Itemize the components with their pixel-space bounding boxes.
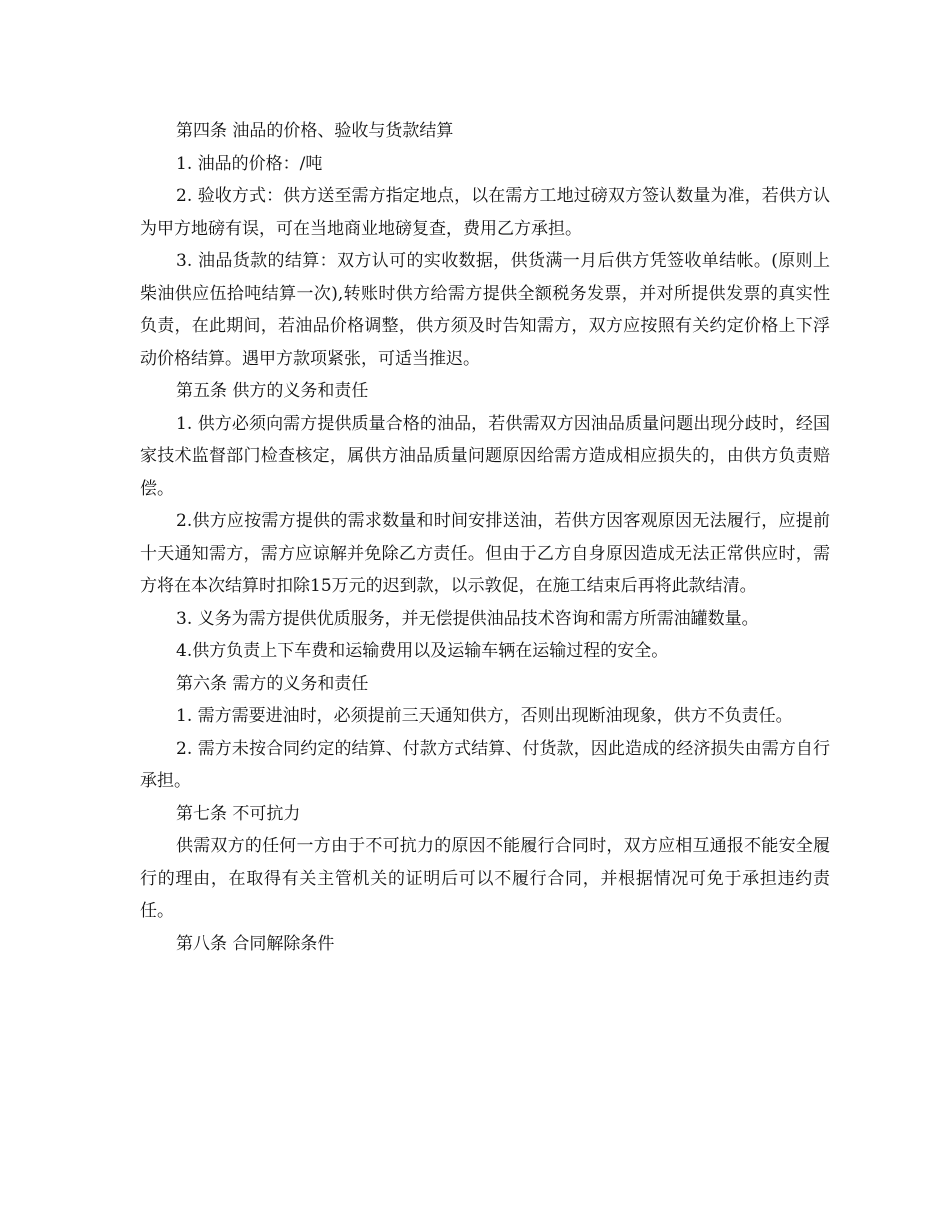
- article-5-clause-2: 2.供方应按需方提供的需求数量和时间安排送油，若供方因客观原因无法履行，应提前十天通知需方，需方应谅解并免除乙方责任。但由于乙方自身原因造成无法正常供应时，需方将在本次结算时扣除15万元的迟到款，以示敦促，在施工结束后再将此款结清。: [140, 511, 830, 596]
- article-4-heading: 第四条 油品的价格、验收与货款结算: [176, 121, 454, 141]
- article-7-heading: 第七条 不可抗力: [176, 803, 301, 824]
- article-6-clause-2: 2. 需方未按合同约定的结算、付款方式结算、付货款，因此造成的经济损失由需方自行承担。: [140, 738, 830, 791]
- article-7-body: 供需双方的任何一方由于不可抗力的原因不能履行合同时，双方应相互通报不能安全履行的理由，在取得有关主管机关的证明后可以不履行合同，并根据情况可免于承担违约责任。: [140, 836, 830, 921]
- document-body: [140, 115, 830, 960]
- article-4-clause-2: 2. 验收方式：供方送至需方指定地点，以在需方工地过磅双方签认数量为准，若供方认为甲方地磅有误，可在当地商业地磅复查，费用乙方承担。: [140, 186, 830, 239]
- article-5-clause-3: 3. 义务为需方提供优质服务，并无偿提供油品技术咨询和需方所需油罐数量。: [176, 608, 759, 629]
- article-4-clause-3: 3. 油品货款的结算：双方认可的实收数据，供货满一月后供方凭签收单结帐。(原则上柴油供应伍拾吨结算一次),转账时供方给需方提供全额税务发票，并对所提供发票的真实性负责，在此期间，若油品价格调整，供方须及时告知需方，双方应按照有关约定价格上下浮动价格结算。遇甲方款项紧张，可适当推迟。: [140, 251, 830, 369]
- article-8-heading: 第八条 合同解除条件: [176, 933, 335, 954]
- article-5-clause-1: 1. 供方必须向需方提供质量合格的油品，若供需双方因油品质量问题出现分歧时，经国家技术监督部门检查核定，属供方油品质量问题原因给需方造成相应损失的，由供方负责赔偿。: [140, 413, 830, 499]
- article-6-heading: 第六条 需方的义务和责任: [176, 673, 369, 694]
- article-6-clause-1: 1. 需方需要进油时，必须提前三天通知供方，否则出现断油现象，供方不负责任。: [176, 706, 793, 726]
- article-4-clause-1: 1. 油品的价格：/吨: [176, 153, 323, 174]
- article-5-heading: 第五条 供方的义务和责任: [176, 381, 369, 401]
- article-5-clause-4: 4.供方负责上下车费和运输费用以及运输车辆在运输过程的安全。: [176, 641, 669, 661]
